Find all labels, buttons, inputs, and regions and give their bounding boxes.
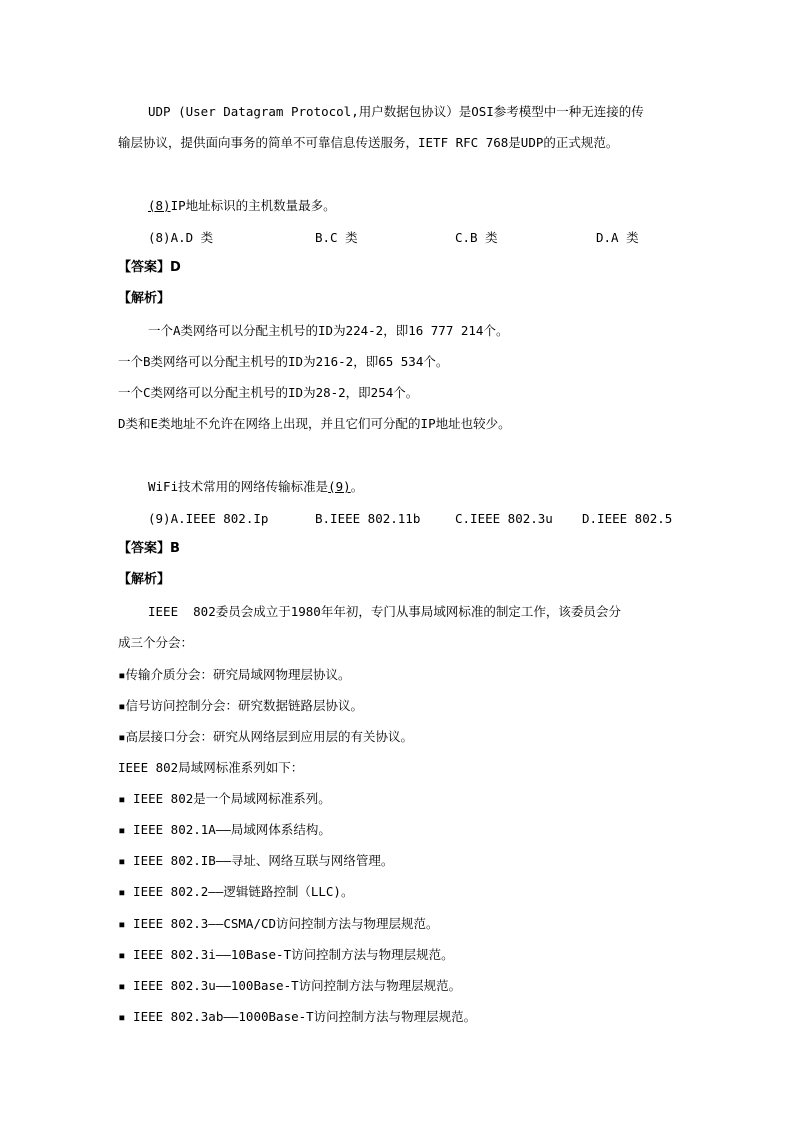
- analysis-line: IEEE 802局域网标准系列如下：: [118, 760, 304, 775]
- analysis-line: 成三个分会：: [118, 635, 194, 650]
- question-8-answer: [118, 260, 181, 276]
- analysis-line: ▪高层接口分会：研究从网络层到应用层的有关协议。: [118, 729, 414, 744]
- answer-label: 【答案】: [118, 541, 171, 556]
- question-9-text: WiFi技术常用的网络传输标准是: [148, 479, 329, 494]
- analysis-line: ▪ IEEE 802.3i——10Base-T访问控制方法与物理层规范。: [118, 947, 454, 962]
- analysis-line: 一个A类网络可以分配主机号的ID为224-2，即16 777 214个。: [148, 323, 509, 338]
- analysis-line: ▪ IEEE 802.3——CSMA/CD访问控制方法与物理层规范。: [118, 916, 439, 931]
- analysis-line: ▪ IEEE 802.3u——100Base-T访问控制方法与物理层规范。: [118, 978, 462, 993]
- question-9-option-c: C.IEEE 802.3u: [455, 511, 553, 526]
- question-8-text: IP地址标识的主机数量最多。: [170, 198, 336, 213]
- question-9-answer: [118, 541, 180, 557]
- udp-paragraph-line1: UDP (User Datagram Protocol,用户数据包协议）是OSI参考模型中一种无连接的传: [148, 104, 644, 119]
- analysis-line: ▪ IEEE 802是一个局域网标准系列。: [118, 791, 331, 806]
- question-9-stem: [148, 479, 363, 495]
- analysis-line: ▪ IEEE 802.IB——寻址、网络互联与网络管理。: [118, 853, 394, 868]
- question-9-option-d: D.IEEE 802.5: [582, 511, 673, 526]
- question-9-end: 。: [350, 479, 364, 494]
- analysis-line: D类和E类地址不允许在网络上出现，并且它们可分配的IP地址也较少。: [118, 416, 511, 431]
- question-8-stem: [148, 198, 336, 214]
- question-9-analysis-label: 【解析】: [118, 572, 171, 587]
- analysis-line: 一个B类网络可以分配主机号的ID为216-2，即65 534个。: [118, 354, 449, 369]
- answer-value: B: [170, 541, 180, 556]
- question-8-option-b: B.C 类: [315, 230, 358, 245]
- answer-label: 【答案】: [118, 260, 171, 275]
- question-8-analysis-label: 【解析】: [118, 291, 171, 306]
- question-9-blank: (9): [328, 479, 351, 494]
- question-9-option-a: (9)A.IEEE 802.Ip: [148, 511, 269, 526]
- answer-value: D: [170, 260, 181, 275]
- analysis-line: ▪传输介质分会：研究局域网物理层协议。: [118, 667, 351, 682]
- analysis-line: ▪ IEEE 802.1A——局域网体系结构。: [118, 822, 331, 837]
- analysis-line: ▪ IEEE 802.2——逻辑链路控制（LLC)。: [118, 884, 354, 899]
- analysis-line: 一个C类网络可以分配主机号的ID为28-2，即254个。: [118, 385, 419, 400]
- analysis-line: ▪ IEEE 802.3ab——1000Base-T访问控制方法与物理层规范。: [118, 1009, 477, 1024]
- udp-paragraph-line2: 输层协议，提供面向事务的简单不可靠信息传送服务，IETF RFC 768是UDP的正式规范。: [118, 135, 619, 150]
- question-9-option-b: B.IEEE 802.11b: [315, 511, 421, 526]
- analysis-line: IEEE 802委员会成立于1980年年初，专门从事局域网标准的制定工作，该委员会分: [148, 604, 621, 619]
- question-8-blank: (8): [148, 198, 171, 213]
- analysis-line: ▪信号访问控制分会：研究数据链路层协议。: [118, 698, 364, 713]
- question-8-option-d: D.A 类: [596, 230, 639, 245]
- question-8-option-c: C.B 类: [455, 230, 498, 245]
- question-8-option-a: (8)A.D 类: [148, 230, 214, 245]
